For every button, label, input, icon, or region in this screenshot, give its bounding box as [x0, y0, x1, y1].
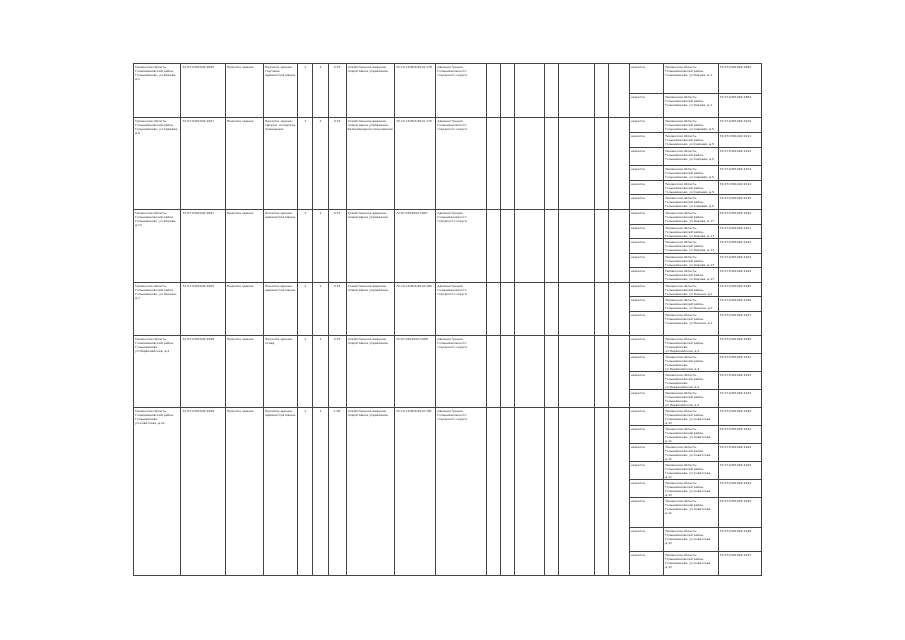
empty-cell [559, 210, 594, 283]
sub-number-cell: 72:07:0301002:1930 [718, 336, 761, 354]
empty-cell [486, 336, 500, 408]
empty-cell [500, 283, 514, 336]
sub-number-cell: 72:07:0301002:1927 [718, 312, 761, 336]
sub-kind-cell: нежилое [629, 133, 663, 148]
empty-cell [608, 64, 629, 118]
sub-number-cell: 72:07:0301002:1940 [718, 408, 761, 426]
share-cell: 0,75 [328, 336, 346, 408]
registration-cell: 72-72-15/001/2012-178 [395, 64, 436, 118]
sub-kind-cell: нежилое [629, 408, 663, 426]
sub-kind-cell: нежилое [629, 254, 663, 268]
sub-number-cell: 72:07:0301002:1942 [718, 444, 761, 462]
holder-cell: Администрация Голышмановского городского округа [436, 210, 486, 283]
count-cell: 1 [298, 408, 313, 576]
floors-cell: 1 [313, 336, 328, 408]
empty-cell [559, 408, 594, 576]
sub-address-cell: Тюменская область, Голышмановский район, Голышманово, ул.Ленина, д.7 [664, 283, 718, 297]
cadastral-number-cell: 72:07:0301002:1897 [181, 210, 225, 283]
count-cell: 1 [298, 336, 313, 408]
registration-cell: 72-72-15/001/2012-179 [395, 118, 436, 210]
sub-address-cell: Тюменская область, Голышмановский район, Голышманово, ул.Первомайская, д.2 [664, 390, 718, 408]
empty-cell [608, 210, 629, 283]
empty-cell [514, 408, 544, 576]
sub-address-cell: Тюменская область, Голышмановский район, Голышманово, ул.Кирова, д.17 [664, 225, 718, 239]
sub-number-cell: 72:07:0301002:1920 [718, 210, 761, 225]
sub-number-cell: 72:07:0301002:1943 [718, 462, 761, 480]
sub-number-cell: 72:07:0301002:1893 [718, 94, 761, 118]
purpose-cell: Нежилое здание, склад [264, 336, 298, 408]
sub-kind-cell: нежилое [629, 239, 663, 254]
table-row [134, 336, 762, 354]
property-register-table [133, 63, 762, 576]
object-name-cell: Тюменская область, Голышмановский район, Голышманово, ул.Садовая, д.5 [134, 118, 181, 210]
empty-cell [545, 210, 559, 283]
sub-number-cell: 72:07:0301002:1892 [718, 64, 761, 94]
table-row [134, 408, 762, 426]
empty-cell [486, 408, 500, 576]
purpose-cell: Нежилое здание, гаражи, складское помещение [264, 118, 298, 210]
sub-kind-cell: нежилое [629, 166, 663, 181]
empty-cell [500, 64, 514, 118]
sub-number-cell: 72:07:0301002:1945 [718, 498, 761, 528]
sub-address-cell: Тюменская область, Голышмановский район, Голышманово, ул.Садовая, д.5 [664, 148, 718, 166]
sub-number-cell: 72:07:0301002:1914 [718, 181, 761, 195]
sub-kind-cell: нежилое [629, 444, 663, 462]
sub-number-cell: 72:07:0301002:1911 [718, 133, 761, 148]
sub-number-cell: 72:07:0301002:1921 [718, 225, 761, 239]
sub-address-cell: Тюменская область, Голышмановский район, Голышманово, ул.Кирова, д.17 [664, 210, 718, 225]
share-cell: 0,72 [328, 118, 346, 210]
sub-address-cell: Тюменская область, Голышмановский район, Голышманово, ул.Первомайская, д.2 [664, 336, 718, 354]
object-name-cell: Тюменская область, Голышмановский район, Голышманово, ул.Первомайская, д.2 [134, 336, 181, 408]
sub-kind-cell: нежилое [629, 148, 663, 166]
sub-kind-cell: нежилое [629, 181, 663, 195]
holder-cell: Администрация Голышмановского городского округа [436, 64, 486, 118]
floors-cell: 2 [313, 118, 328, 210]
sub-kind-cell: нежилое [629, 552, 663, 576]
empty-cell [559, 283, 594, 336]
sub-kind-cell: нежилое [629, 354, 663, 372]
sub-number-cell: 72:07:0301002:1926 [718, 297, 761, 312]
sub-number-cell: 72:07:0301002:1946 [718, 528, 761, 552]
sub-kind-cell: нежилое [629, 283, 663, 297]
empty-cell [594, 118, 608, 210]
share-cell: 0,75 [328, 283, 346, 336]
empty-cell [559, 118, 594, 210]
empty-cell [500, 118, 514, 210]
object-kind-cell: Нежилое здание [225, 118, 263, 210]
object-name-cell: Тюменская область, Голышмановский район, Голышманово, ул.Советская, д.11 [134, 408, 181, 576]
sub-kind-cell: нежилое [629, 64, 663, 94]
table-row [134, 118, 762, 133]
sub-kind-cell: нежилое [629, 462, 663, 480]
sub-address-cell: Тюменская область, Голышмановский район, Голышманово, ул.Первомайская, д.2 [664, 372, 718, 390]
sub-kind-cell: нежилое [629, 498, 663, 528]
sub-address-cell: Тюменская область, Голышмановский район, Голышманово, ул.Кирова, д.17 [664, 268, 718, 283]
sub-address-cell: Тюменская область, Голышмановский район, Голышманово, ул.Кирова, д.1 [664, 64, 718, 94]
sub-kind-cell: нежилое [629, 94, 663, 118]
sub-kind-cell: нежилое [629, 528, 663, 552]
sub-number-cell: 72:07:0301002:1913 [718, 166, 761, 181]
cadastral-number-cell: 72:07:0301002:1908 [181, 336, 225, 408]
floors-cell: 1 [313, 408, 328, 576]
empty-cell [594, 408, 608, 576]
sub-number-cell: 72:07:0301002:1922 [718, 239, 761, 254]
empty-cell [500, 210, 514, 283]
count-cell: 1 [298, 210, 313, 283]
sub-number-cell: 72:07:0301002:1931 [718, 354, 761, 372]
sub-number-cell: 72:07:0301002:1912 [718, 148, 761, 166]
empty-cell [486, 118, 500, 210]
sub-number-cell: 72:07:0301002:1933 [718, 390, 761, 408]
sub-address-cell: Тюменская область, Голышмановский район, Голышманово, ул.Садовая, д.5 [664, 195, 718, 210]
registration-cell: 72-72-15/001/2012-180 [395, 283, 436, 336]
share-cell: 0,75 [328, 64, 346, 118]
empty-cell [514, 64, 544, 118]
sub-number-cell: 72:07:0301002:1932 [718, 372, 761, 390]
empty-cell [486, 210, 500, 283]
empty-cell [608, 408, 629, 576]
cadastral-number-cell: 72:07:0301002:1909 [181, 408, 225, 576]
sub-address-cell: Тюменская область, Голышмановский район, Голышманово, ул.Садовая, д.5 [664, 166, 718, 181]
sub-kind-cell: нежилое [629, 390, 663, 408]
empty-cell [559, 64, 594, 118]
sub-kind-cell: нежилое [629, 426, 663, 444]
right-type-cell: Хозяйственное ведение, оперативное управление [346, 283, 394, 336]
sub-number-cell: 72:07:0301002:1925 [718, 283, 761, 297]
sub-address-cell: Тюменская область, Голышмановский район, Голышманово, ул.Советская, д.11 [664, 552, 718, 576]
holder-cell: Администрация Голышмановского городского округа [436, 118, 486, 210]
right-type-cell: Хозяйственное ведение, оперативное управление, безвозмездное пользование [346, 118, 394, 210]
registration-cell: 72-72-15/001/2012-181 [395, 408, 436, 576]
empty-cell [514, 283, 544, 336]
sub-kind-cell: нежилое [629, 297, 663, 312]
empty-cell [594, 210, 608, 283]
empty-cell [545, 336, 559, 408]
sub-address-cell: Тюменская область, Голышмановский район, Голышманово, ул.Кирова, д.17 [664, 239, 718, 254]
empty-cell [500, 408, 514, 576]
empty-cell [545, 64, 559, 118]
sub-kind-cell: нежилое [629, 372, 663, 390]
sub-number-cell: 72:07:0301002:1923 [718, 254, 761, 268]
sub-address-cell: Тюменская область, Голышмановский район, Голышманово, ул.Ленина, д.7 [664, 297, 718, 312]
empty-cell [514, 336, 544, 408]
share-cell: 0,72 [328, 210, 346, 283]
sub-address-cell: Тюменская область, Голышмановский район, Голышманово, ул.Кирова, д.17 [664, 254, 718, 268]
purpose-cell: Нежилое здание, административное [264, 283, 298, 336]
sub-address-cell: Тюменская область, Голышмановский район, Голышманово, ул.Советская, д.11 [664, 498, 718, 528]
cadastral-number-cell: 72:07:0301002:1895 [181, 64, 225, 118]
count-cell: 1 [298, 118, 313, 210]
sub-address-cell: Тюменская область, Голышмановский район, Голышманово, ул.Первомайская, д.2 [664, 354, 718, 372]
table-row [134, 64, 762, 94]
sub-address-cell: Тюменская область, Голышмановский район, Голышманово, ул.Садовая, д.5 [664, 181, 718, 195]
right-type-cell: Хозяйственное ведение, оперативное управление [346, 336, 394, 408]
floors-cell: 1 [313, 283, 328, 336]
sub-address-cell: Тюменская область, Голышмановский район, Голышманово, ул.Садовая, д.5 [664, 118, 718, 133]
sub-kind-cell: нежилое [629, 480, 663, 498]
sub-number-cell: 72:07:0301002:1924 [718, 268, 761, 283]
sub-address-cell: Тюменская область, Голышмановский район, Голышманово, ул.Советская, д.11 [664, 480, 718, 498]
sub-kind-cell: нежилое [629, 336, 663, 354]
purpose-cell: Нежилое здание торговое, административное [264, 64, 298, 118]
right-type-cell: Хозяйственное ведение, оперативное управление [346, 210, 394, 283]
cadastral-number-cell: 72:07:0301002:1907 [181, 118, 225, 210]
sub-address-cell: Тюменская область, Голышмановский район, Голышманово, ул.Кирова, д.1 [664, 94, 718, 118]
floors-cell: 2 [313, 64, 328, 118]
object-kind-cell: Нежилое здание [225, 64, 263, 118]
sub-address-cell: Тюменская область, Голышмановский район, Голышманово, ул.Ленина, д.7 [664, 312, 718, 336]
object-kind-cell: Нежилое здание [225, 336, 263, 408]
count-cell: 1 [298, 283, 313, 336]
empty-cell [486, 64, 500, 118]
count-cell: 1 [298, 64, 313, 118]
sub-number-cell: 72:07:0301002:1910 [718, 118, 761, 133]
object-kind-cell: Нежилое здание [225, 210, 263, 283]
empty-cell [608, 118, 629, 210]
sub-number-cell: 72:07:0301002:1941 [718, 426, 761, 444]
sub-number-cell: 72:07:0301002:1944 [718, 480, 761, 498]
sub-kind-cell: нежилое [629, 225, 663, 239]
object-name-cell: Тюменская область, Голышмановский район, Голышманово, ул.Кирова, д.1 [134, 64, 181, 118]
empty-cell [608, 336, 629, 408]
empty-cell [514, 210, 544, 283]
registration-cell: 72:07:0301002:1897 [395, 210, 436, 283]
object-kind-cell: Нежилое здание [225, 283, 263, 336]
right-type-cell: Хозяйственное ведение, оперативное управление [346, 64, 394, 118]
purpose-cell: Нежилое здание, административное [264, 210, 298, 283]
holder-cell: Администрация Голышмановского городского округа [436, 336, 486, 408]
sub-kind-cell: нежилое [629, 268, 663, 283]
empty-cell [500, 336, 514, 408]
sub-address-cell: Тюменская область, Голышмановский район, Голышманово, ул.Советская, д.11 [664, 426, 718, 444]
right-type-cell: Хозяйственное ведение, оперативное управление [346, 408, 394, 576]
table-row [134, 210, 762, 225]
floors-cell: 1 [313, 210, 328, 283]
sub-address-cell: Тюменская область, Голышмановский район, Голышманово, ул.Садовая, д.5 [664, 133, 718, 148]
empty-cell [594, 336, 608, 408]
sub-kind-cell: нежилое [629, 312, 663, 336]
empty-cell [545, 118, 559, 210]
registration-cell: 72:07:0301002:1908 [395, 336, 436, 408]
sub-address-cell: Тюменская область, Голышмановский район, Голышманово, ул.Советская, д.11 [664, 444, 718, 462]
holder-cell: Администрация Голышмановского городского округа [436, 408, 486, 576]
sub-number-cell: 72:07:0301002:1915 [718, 195, 761, 210]
empty-cell [594, 64, 608, 118]
empty-cell [559, 336, 594, 408]
table-row [134, 283, 762, 297]
empty-cell [608, 283, 629, 336]
sub-address-cell: Тюменская область, Голышмановский район, Голышманово, ул.Советская, д.11 [664, 408, 718, 426]
empty-cell [486, 283, 500, 336]
sub-kind-cell: нежилое [629, 195, 663, 210]
empty-cell [545, 283, 559, 336]
sub-kind-cell: нежилое [629, 118, 663, 133]
object-kind-cell: Нежилое здание [225, 408, 263, 576]
share-cell: 1,00 [328, 408, 346, 576]
empty-cell [514, 118, 544, 210]
sub-address-cell: Тюменская область, Голышмановский район, Голышманово, ул.Советская, д.11 [664, 462, 718, 480]
sub-address-cell: Тюменская область, Голышмановский район, Голышманово, ул.Советская, д.11 [664, 528, 718, 552]
object-name-cell: Тюменская область, Голышмановский район, Голышманово, ул.Ленина, д.7 [134, 283, 181, 336]
sub-number-cell: 72:07:0301002:1947 [718, 552, 761, 576]
empty-cell [545, 408, 559, 576]
sub-kind-cell: нежилое [629, 210, 663, 225]
holder-cell: Администрация Голышмановского городского округа [436, 283, 486, 336]
purpose-cell: Нежилое здание, административное [264, 408, 298, 576]
empty-cell [594, 283, 608, 336]
object-name-cell: Тюменская область, Голышмановский район, Голышманово, ул.Кирова, д.17 [134, 210, 181, 283]
cadastral-number-cell: 72:07:0301002:1905 [181, 283, 225, 336]
